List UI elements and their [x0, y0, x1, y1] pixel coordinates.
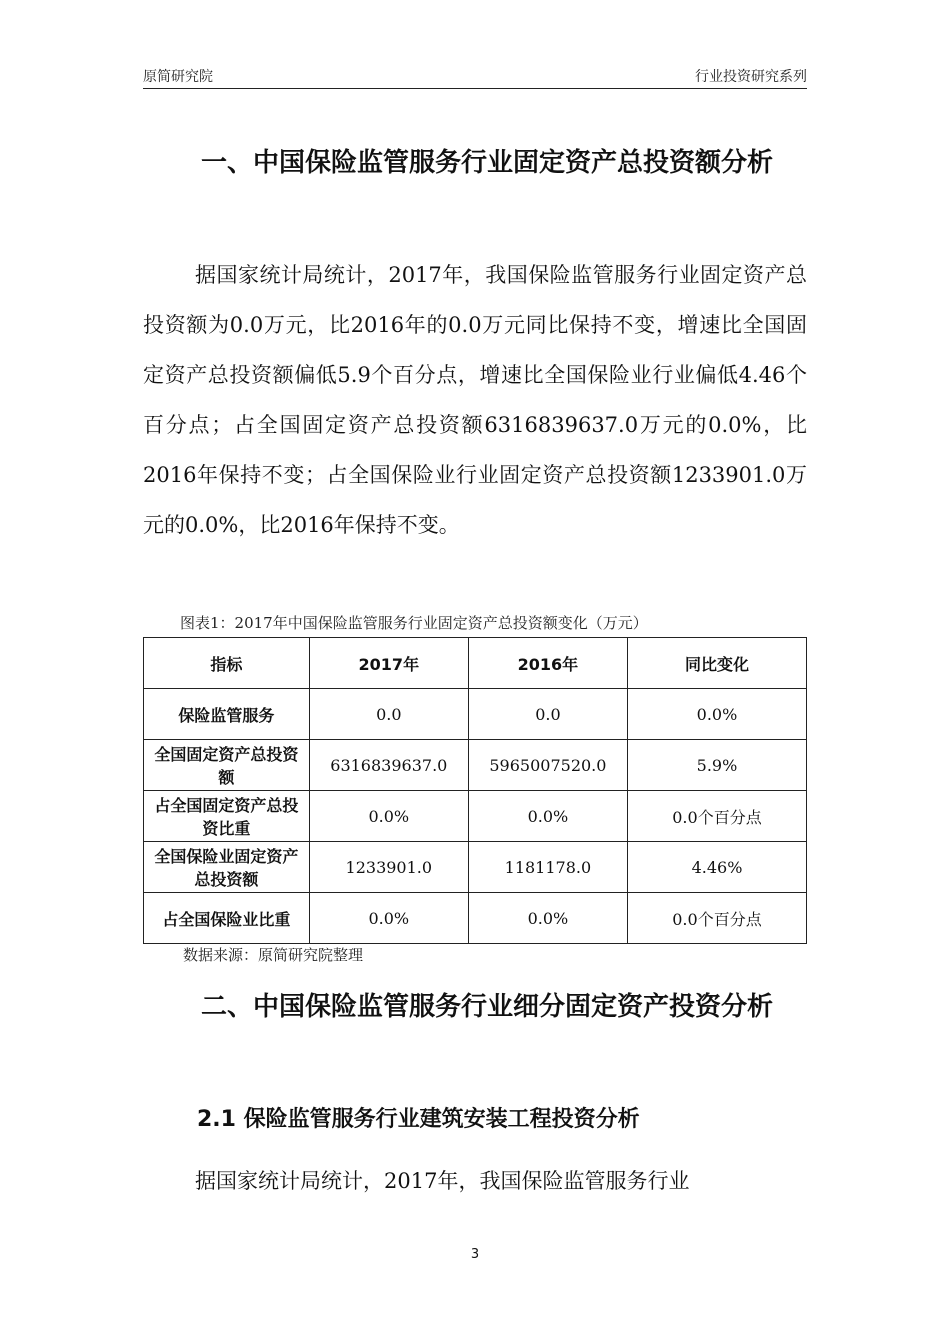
- row-label: 占全国保险业比重: [144, 893, 310, 944]
- table1-source: 数据来源：原简研究院整理: [183, 946, 364, 964]
- cell-yoy: 0.0%: [627, 689, 806, 740]
- section2-paragraph: 据国家统计局统计，2017年，我国保险监管服务行业: [195, 1169, 690, 1193]
- page-number: 3: [470, 1247, 480, 1262]
- cell-2017: 0.0%: [309, 791, 468, 842]
- cell-yoy: 0.0个百分点: [627, 893, 806, 944]
- table1-caption: 图表1：2017年中国保险监管服务行业固定资产总投资额变化（万元）: [180, 614, 648, 632]
- row-label: 占全国固定资产总投资比重: [144, 791, 310, 842]
- section1-paragraph: 据国家统计局统计，2017年，我国保险监管服务行业固定资产总投资额为0.0万元，比2016年的0.0万元同比保持不变，增速比全国固定资产总投资额偏低5.9个百分点，增速比全国保险业行业偏低4.46个百分点；占全国固定资产总投资额6316839637.0万元的0.0%，比2016年保持不变；占全国保险业行业固定资产总投资额1233901.0万元的0.0%，比2016年保持不变。: [143, 263, 807, 537]
- row-label: 全国固定资产总投资额: [144, 740, 310, 791]
- cell-2016: 0.0%: [468, 791, 627, 842]
- investment-table: [143, 637, 807, 944]
- row-label: 全国保险业固定资产总投资额: [144, 842, 310, 893]
- cell-2016: 1181178.0: [468, 842, 627, 893]
- section2-heading: 二、中国保险监管服务行业细分固定资产投资分析: [201, 992, 774, 1022]
- cell-yoy: 0.0个百分点: [627, 791, 806, 842]
- table-header-row: [144, 638, 807, 689]
- table-row: [144, 689, 807, 740]
- cell-yoy: 4.46%: [627, 842, 806, 893]
- table-row: [144, 740, 807, 791]
- header-series-title: 行业投资研究系列: [695, 69, 807, 85]
- table-row: [144, 842, 807, 893]
- cell-2017: 6316839637.0: [309, 740, 468, 791]
- column-header-yoy: 同比变化: [627, 638, 806, 689]
- section2-subheading: 2.1 保险监管服务行业建筑安装工程投资分析: [197, 1107, 640, 1132]
- cell-2016: 5965007520.0: [468, 740, 627, 791]
- header-org-name: 原简研究院: [143, 69, 213, 85]
- column-header-2017: 2017年: [309, 638, 468, 689]
- cell-2017: 1233901.0: [309, 842, 468, 893]
- row-label: 保险监管服务: [144, 689, 310, 740]
- cell-2017: 0.0%: [309, 893, 468, 944]
- column-header-indicator: 指标: [144, 638, 310, 689]
- section1-heading: 一、中国保险监管服务行业固定资产总投资额分析: [201, 148, 774, 178]
- cell-2017: 0.0: [309, 689, 468, 740]
- cell-2016: 0.0%: [468, 893, 627, 944]
- column-header-2016: 2016年: [468, 638, 627, 689]
- cell-2016: 0.0: [468, 689, 627, 740]
- table-row: [144, 791, 807, 842]
- cell-yoy: 5.9%: [627, 740, 806, 791]
- table-row: [144, 893, 807, 944]
- page-header: [143, 62, 807, 89]
